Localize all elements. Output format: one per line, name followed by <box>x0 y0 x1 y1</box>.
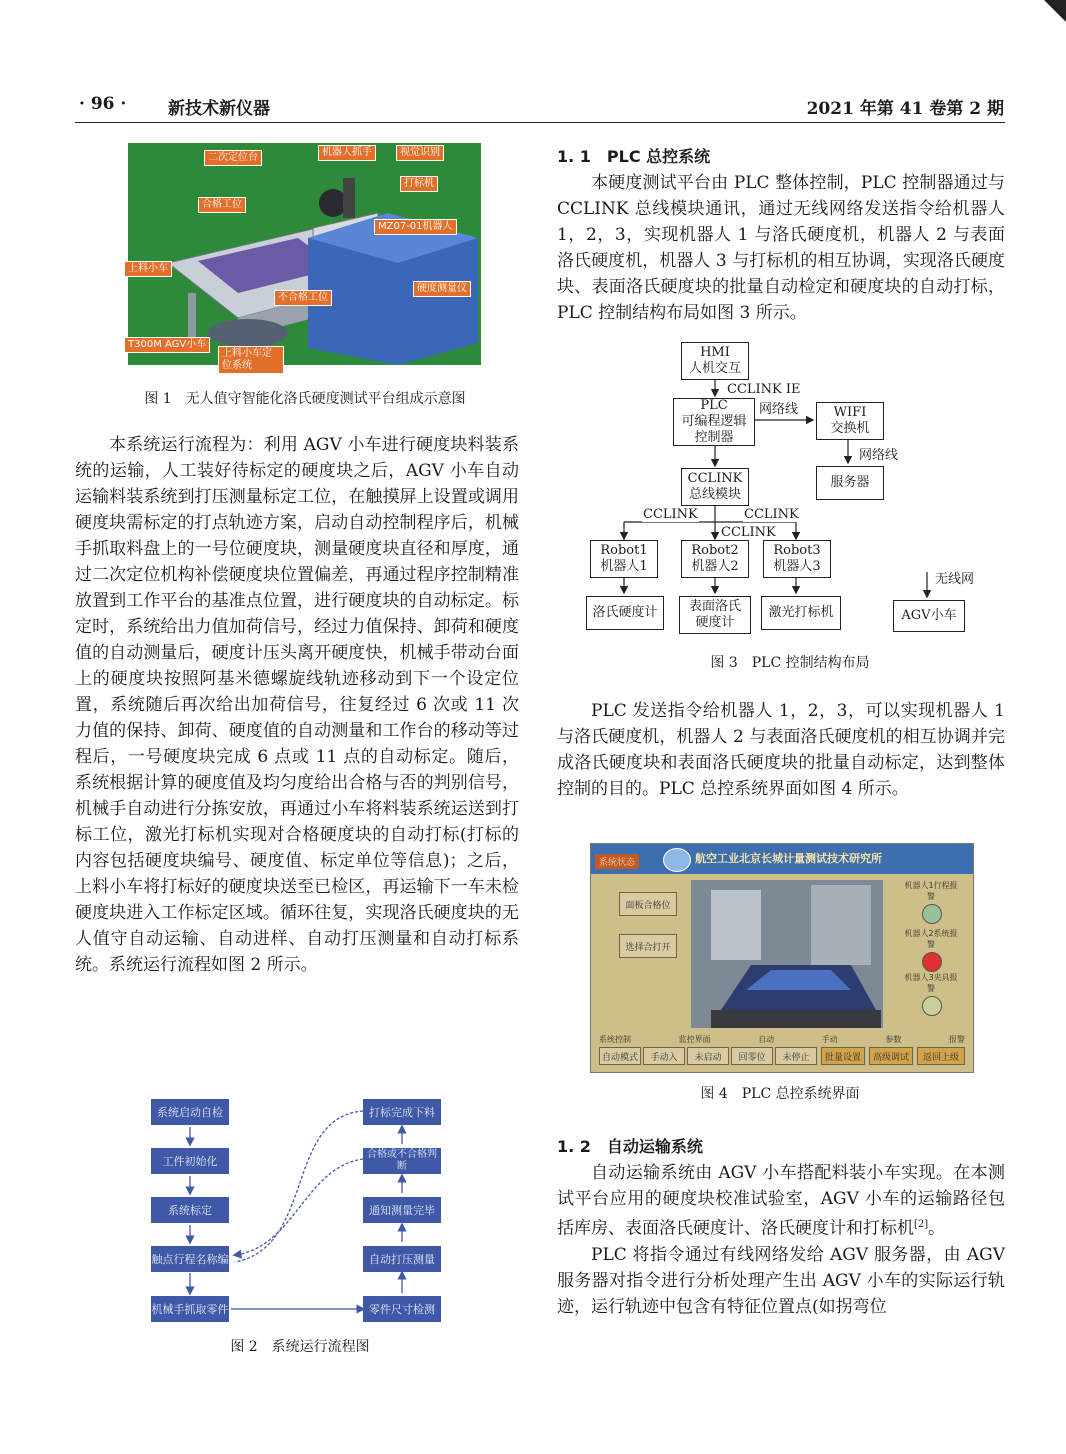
section-1-2-paragraph-1 <box>557 1160 1005 1242</box>
section-1-1-text <box>557 170 1005 326</box>
figure3-diagram <box>580 340 980 640</box>
hmi-status-lamp-1 <box>922 904 942 924</box>
fig3-robot2-box <box>681 540 749 578</box>
flow-left-box-3: 系统标定 <box>151 1197 229 1223</box>
flow-right-box-2: 合格或不合格判断 <box>363 1148 441 1174</box>
operation-flow-paragraph: 本系统运行流程为：利用 AGV 小车进行硬度块料装系统的运输，人工装好待标定的硬度块之后，AGV 小车自动运输料装系统到打压测量标定工位，在触摸屏上设置或调用硬度块需标定的打点轨迹方案，启动自动控制程序后，机械手抓取料盘上的一号位硬度块，测量硬度块直径和厚度，通过二次定位机构补偿硬度块位置偏差，再通过程序控制精准放置到工作平台的基准点位置，进行硬度块的自动标定。标定时，系统给出力值加荷信号，经过力值保持、卸荷和硬度值的自动测量后，硬度计压头离开硬度快，机械手带动台面上的硬度块按照阿基米德螺旋线轨迹移动到下一个设定位置，系统随后再次给出加荷信号，往复经过 6 次或 11 次力值的保持、卸荷、硬度值的自动测量和工作台的移动等过程后，一号硬度块完成 6 点或 11 点的自动标定。随后，系统根据计算的硬度值及均匀度给出合格与否的判别信号，机械手自动进行分拣安放，再通过小车将料装系统运送到打标工位，激光打标机实现对合格硬度块的自动打标(打标的内容包括硬度块编号、硬度值、标定单位等信息)；之后，上料小车将打标好的硬度块送至已检区，再运输下一车未检硬度块进入工作标定区域。循环往复，实现洛氏硬度块的无人值守自动运输、自动进样、自动打压测量和自动打标系统。系统运行流程如图 2 所示。 <box>75 435 519 975</box>
journal-name: 新技术新仪器 <box>168 99 270 119</box>
figure1-image <box>128 143 481 371</box>
section-1-1-text-2 <box>557 698 1005 802</box>
hmi-tab-6[interactable]: 报警 <box>948 1035 965 1044</box>
figure3-caption: 图 3 PLC 控制结构布局 <box>710 655 870 671</box>
fig3-robot1-box <box>590 540 658 578</box>
fig3-robot1-line1: Robot1 <box>600 543 648 558</box>
hmi-button-home[interactable]: 回零位 <box>731 1047 773 1065</box>
section-1-1-title: 1. 1 PLC 总控系统 <box>557 147 711 166</box>
fig3-plc-line3: 控制器 <box>694 430 734 445</box>
flow-left-box-1: 系统启动自检 <box>151 1099 229 1125</box>
hmi-status-lamp-2 <box>922 952 942 972</box>
page-corner-mark <box>1044 0 1066 22</box>
hmi-tab-4[interactable]: 手动 <box>821 1035 838 1044</box>
hmi-button-back[interactable]: 返回上级 <box>917 1047 965 1065</box>
section-1-2-paragraph-2: PLC 将指令通过有线网络发给 AGV 服务器，由 AGV 服务器对指令进行分析处理产生出 AGV 小车的实际运行轨迹，运行轨迹中包含有特征位置点(如拐弯位 <box>557 1244 1005 1317</box>
section-1-2-title: 1. 2 自动运输系统 <box>557 1137 703 1156</box>
hmi-button-advanced-debug[interactable]: 高级调试 <box>869 1047 913 1065</box>
fig3-label-wireless: 无线网 <box>935 572 975 587</box>
section-1-2-text <box>557 1160 1005 1320</box>
hmi-button-manual[interactable]: 手动入 <box>643 1047 685 1065</box>
hmi-status-label-1: 机器人1行程报警 <box>904 881 958 901</box>
fig3-hmi-line1: HMI <box>700 345 730 360</box>
reference-2[interactable]: [2] <box>914 1219 929 1230</box>
fig1-label-secondary-position: 二次定位台 <box>204 150 262 166</box>
fig3-robot1-line2: 机器人1 <box>600 559 648 574</box>
fig3-robot2-line2: 机器人2 <box>691 559 739 574</box>
fig3-plc-line1: PLC <box>700 398 728 413</box>
fig3-cclink-box <box>681 468 749 506</box>
fig3-surface-line1: 表面洛氏 <box>688 599 741 614</box>
fig3-surface-box <box>679 596 751 634</box>
left-body-text <box>75 432 519 978</box>
figure4-caption: 图 4 PLC 总控系统界面 <box>700 1086 860 1102</box>
fig3-cclink-line1: CCLINK <box>687 471 743 486</box>
fig1-label-robot-model: MZ07-01机器人 <box>374 219 457 235</box>
section-1-2-paragraph-1-body: 自动运输系统由 AGV 小车搭配料装小车实现。在本测试平台应用的硬度块校准试验室，AGV 小车的运输路径包括库房、表面洛氏硬度计、洛氏硬度计和打标机 <box>557 1163 1005 1239</box>
fig1-label-qualified-station: 合格工位 <box>198 197 246 213</box>
hmi-button-qualified-position[interactable]: 面板合格位 <box>619 892 677 916</box>
fig3-cclink-line2: 总线模块 <box>688 487 741 502</box>
fig3-label-cclink-mid: CCLINK <box>721 525 776 540</box>
fig3-label-cclink-right: CCLINK <box>744 507 799 522</box>
page-number: · 96 · <box>79 94 127 114</box>
hmi-tag: 系统状态 <box>595 854 639 869</box>
fig3-hmi-box <box>681 342 749 380</box>
hmi-tab-3[interactable]: 自动 <box>758 1035 775 1044</box>
hmi-bottom-tabs <box>599 1034 965 1045</box>
fig1-label-marker: 打标机 <box>400 176 438 192</box>
fig3-robot2-line1: Robot2 <box>691 543 739 558</box>
fig3-wifi-box <box>816 402 884 440</box>
fig3-agv-box: AGV小车 <box>893 600 965 632</box>
hmi-tab-2[interactable]: 监控界面 <box>678 1035 711 1044</box>
figure4-hmi-screen <box>590 843 974 1073</box>
fig3-label-cclink-ie: CCLINK IE <box>727 382 801 397</box>
hmi-button-batch-settings[interactable]: 批量设置 <box>821 1047 865 1065</box>
hmi-tab-5[interactable]: 参数 <box>885 1035 902 1044</box>
section-1-1-paragraph-1: 本硬度测试平台由 PLC 整体控制，PLC 控制器通过与 CCLINK 总线模块通讯，通过无线网络发送指令给机器人 1，2，3，实现机器人 1 与洛氏硬度机，机器人 2 与表面洛氏硬度机，机器人 3 与打标机的相互协调，实现洛氏硬度块、表面洛氏硬度块的批量自动检定和硬度块的自动打标，PLC 控制结构布局如图 3 所示。 <box>557 173 1005 323</box>
fig1-label-robot-gripper: 机器人抓手 <box>318 145 376 161</box>
fig3-robot3-line1: Robot3 <box>773 543 821 558</box>
fig3-plc-box <box>673 398 755 446</box>
hmi-status-lamp-3 <box>922 996 942 1016</box>
figure2-flowchart <box>145 1097 450 1329</box>
fig3-wifi-line2: 交换机 <box>830 421 870 436</box>
header-rule <box>75 122 1005 123</box>
flow-right-box-3: 通知测量完毕 <box>363 1197 441 1223</box>
flow-right-box-4: 自动打压测量 <box>363 1246 441 1272</box>
flow-left-box-2: 工件初始化 <box>151 1148 229 1174</box>
fig3-server-box: 服务器 <box>816 466 884 500</box>
hmi-title-text: 航空工业北京长城计量测试技术研究所 <box>695 852 882 865</box>
hmi-button-not-started[interactable]: 未启动 <box>687 1047 729 1065</box>
flow-left-box-5: 机械手抓取零件 <box>151 1296 229 1322</box>
fig3-rockwell-box: 洛氏硬度计 <box>586 596 664 630</box>
fig1-label-feeding-cart: 上料小车 <box>124 261 172 277</box>
fig1-label-cart-positioning: 上料小车定位系统 <box>218 346 284 374</box>
hmi-button-open-selected[interactable]: 选择合打开 <box>619 934 677 958</box>
fig3-label-network-2: 网络线 <box>859 448 899 463</box>
fig1-label-vision: 视觉识别 <box>396 145 444 161</box>
hmi-logo-icon <box>663 848 691 872</box>
fig3-laser-box: 激光打标机 <box>761 596 841 630</box>
fig3-plc-line2: 可编程逻辑 <box>681 414 747 429</box>
hmi-status-label-2: 机器人2系统报警 <box>904 929 958 949</box>
fig3-surface-line2: 硬度计 <box>695 615 735 630</box>
hmi-button-not-stopped[interactable]: 未停止 <box>775 1047 817 1065</box>
figure2-caption: 图 2 系统运行流程图 <box>230 1339 370 1355</box>
hmi-camera-view <box>691 880 883 1028</box>
hmi-button-auto-mode[interactable]: 自动模式 <box>599 1047 641 1065</box>
fig1-label-agv: T300M AGV小车 <box>124 337 210 353</box>
hmi-status-label-3: 机器人3夹具报警 <box>904 973 958 993</box>
hmi-camera-scene <box>691 880 883 1028</box>
section-1-1-paragraph-2: PLC 发送指令给机器人 1，2，3，可以实现机器人 1 与洛氏硬度机，机器人 2 与表面洛氏硬度机的相互协调并完成洛氏硬度块和表面洛氏硬度块的批量自动标定，达到整体控制的目的。PLC 总控系统界面如图 4 所示。 <box>557 701 1005 799</box>
journal-issue: 2021 年第 41 卷第 2 期 <box>806 99 1004 119</box>
fig3-robot3-box <box>763 540 831 578</box>
flow-right-box-5: 零件尺寸检测 <box>363 1296 441 1322</box>
fig3-label-cclink-left: CCLINK <box>643 507 698 522</box>
hmi-tab-1[interactable]: 系统控制 <box>599 1035 631 1044</box>
fig3-robot3-line2: 机器人3 <box>773 559 821 574</box>
fig3-label-network-1: 网络线 <box>759 402 799 417</box>
flow-right-box-1: 打标完成下料 <box>363 1099 441 1125</box>
section-1-2-paragraph-1-end: 。 <box>928 1218 946 1239</box>
flow-left-box-4: 触点行程名称编 <box>151 1246 229 1272</box>
fig3-wifi-line1: WIFI <box>833 405 867 420</box>
fig1-label-hardness-tester: 硬度测量仪 <box>413 281 471 297</box>
figure1-caption: 图 1 无人值守智能化洛氏硬度测试平台组成示意图 <box>144 391 466 407</box>
fig3-hmi-line2: 人机交互 <box>688 361 741 376</box>
fig1-label-unqualified-station: 不合格工位 <box>274 290 332 306</box>
